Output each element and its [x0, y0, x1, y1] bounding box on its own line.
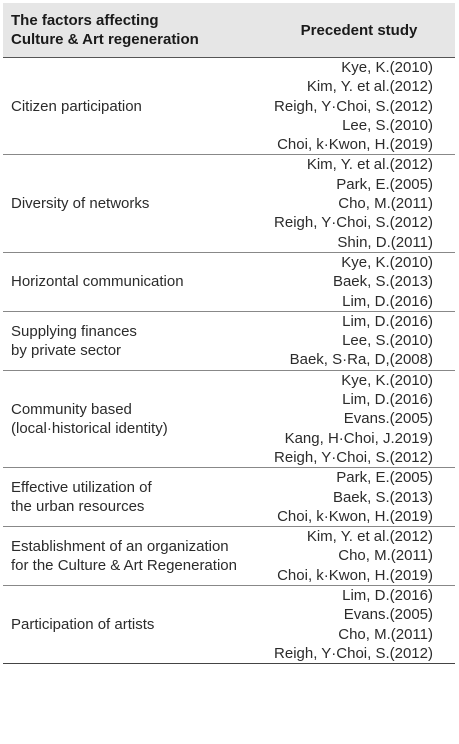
factor-label-line: for the Culture & Art Regeneration [11, 557, 237, 575]
factors-header-line: Culture & Art regeneration [11, 31, 199, 48]
precedent-study-entry: Choi, k·Kwon, H.(2019) [277, 136, 433, 154]
factor-cell [3, 252, 263, 311]
table-row [3, 252, 455, 311]
precedent-study-cell [263, 370, 455, 467]
precedent-study-entry: Evans.(2005) [343, 606, 433, 624]
precedent-study-cell [263, 58, 455, 155]
table-header [3, 3, 455, 58]
precedent-study-entry: Shin, D.(2011) [337, 233, 433, 251]
precedent-study-cell [263, 586, 455, 664]
factor-cell [3, 527, 263, 586]
table-body [3, 58, 455, 664]
header-row [3, 3, 455, 58]
factor-label-line: the urban resources [11, 498, 145, 516]
factor-cell [3, 58, 263, 155]
factor-label-line: Community based [11, 400, 132, 418]
precedent-study-entry: Kim, Y. et al.(2012) [306, 156, 433, 174]
table-row [3, 370, 455, 467]
table-row [3, 468, 455, 527]
table-row [3, 155, 455, 252]
precedent-study-entry: Lim, D.(2016) [342, 312, 433, 330]
factor-label-line: Citizen participation [11, 97, 142, 115]
factor-cell [3, 311, 263, 370]
factor-cell [3, 370, 263, 467]
precedent-study-entry: Park, E.(2005) [336, 175, 433, 193]
precedent-study-entry: Kye, K.(2010) [341, 371, 433, 389]
factor-label-line: Effective utilization of [11, 479, 152, 497]
precedent-study-entry: Evans.(2005) [343, 410, 433, 428]
precedent-study-entry: Lim, D.(2016) [342, 292, 433, 310]
factor-cell [3, 155, 263, 252]
precedent-study-entry: Lee, S.(2010) [342, 116, 433, 134]
precedent-study-cell [263, 527, 455, 586]
precedent-study-entry: Reigh, Y·Choi, S.(2012) [274, 644, 433, 662]
precedent-study-column-header: Precedent study [263, 3, 455, 58]
table-row [3, 58, 455, 155]
precedent-study-cell [263, 468, 455, 527]
precedent-study-entry: Lee, S.(2010) [342, 332, 433, 350]
factors-table [3, 3, 455, 664]
factor-cell [3, 468, 263, 527]
factors-header-line: The factors affecting [11, 12, 159, 29]
table-row [3, 586, 455, 664]
precedent-study-entry: Reigh, Y·Choi, S.(2012) [274, 448, 433, 466]
precedent-study-entry: Lim, D.(2016) [342, 587, 433, 605]
precedent-study-entry: Choi, k·Kwon, H.(2019) [277, 507, 433, 525]
precedent-study-entry: Baek, S·Ra, D,(2008) [289, 351, 433, 369]
factors-column-header [3, 3, 263, 58]
factor-label-line: by private sector [11, 341, 122, 359]
precedent-study-entry: Cho, M.(2011) [338, 625, 433, 643]
precedent-study-cell [263, 311, 455, 370]
precedent-study-entry: Kim, Y. et al.(2012) [306, 528, 433, 546]
precedent-study-entry: Reigh, Y·Choi, S.(2012) [274, 97, 433, 115]
precedent-study-cell [263, 155, 455, 252]
precedent-study-entry: Cho, M.(2011) [338, 547, 433, 565]
factor-label-line: Supplying finances [11, 322, 137, 340]
precedent-study-entry: Kang, H·Choi, J.2019) [284, 429, 433, 447]
factor-label-line: Horizontal communication [11, 273, 184, 291]
precedent-study-entry: Baek, S.(2013) [332, 488, 433, 506]
precedent-study-entry: Reigh, Y·Choi, S.(2012) [274, 214, 433, 232]
precedent-study-entry: Kim, Y. et al.(2012) [306, 78, 433, 96]
precedent-study-entry: Kye, K.(2010) [341, 59, 433, 76]
precedent-study-entry: Cho, M.(2011) [338, 195, 433, 213]
factor-label-line: Participation of artists [11, 616, 155, 634]
factor-label-line: (local·historical identity) [11, 419, 168, 437]
precedent-study-entry: Lim, D.(2016) [342, 391, 433, 409]
factor-label-line: Diversity of networks [11, 195, 150, 213]
precedent-study-entry: Kye, K.(2010) [341, 253, 433, 271]
precedent-study-entry: Choi, k·Kwon, H.(2019) [277, 566, 433, 584]
table-row [3, 311, 455, 370]
precedent-study-entry: Baek, S.(2013) [332, 273, 433, 291]
precedent-study-cell [263, 252, 455, 311]
factor-cell [3, 586, 263, 664]
table-row [3, 527, 455, 586]
precedent-study-entry: Park, E.(2005) [336, 469, 433, 487]
factor-label-line: Establishment of an organization [11, 538, 229, 556]
